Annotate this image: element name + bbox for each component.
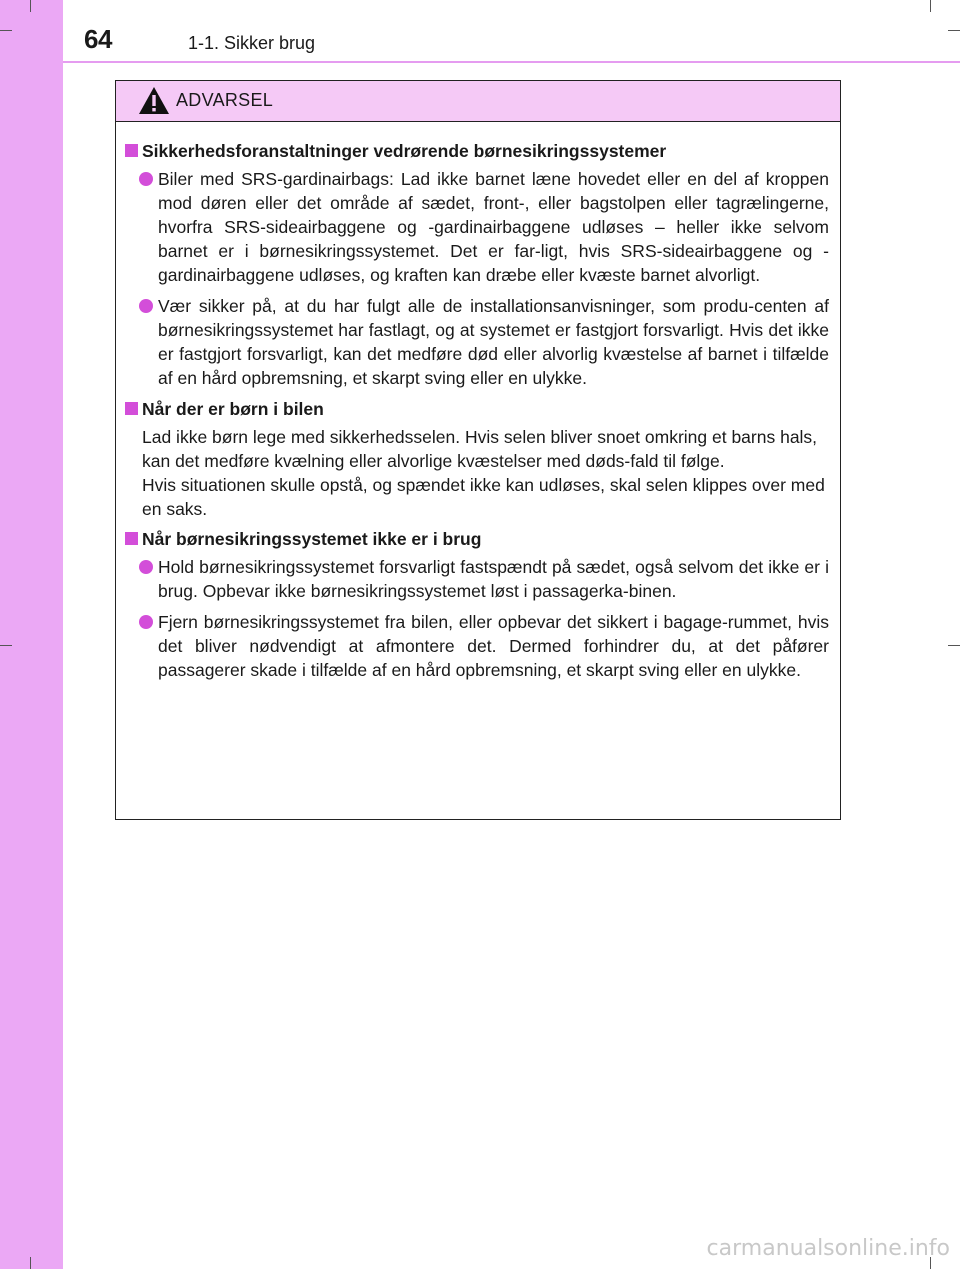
square-bullet-icon (125, 144, 138, 157)
page-number: 64 (84, 24, 112, 54)
crop-mark (948, 645, 960, 646)
bullet-item: Biler med SRS-gardinairbags: Lad ikke barnet læne hovedet eller en del af kroppen mod døren eller det område af sædet, front-, eller bagstolpen eller tagrælingerne, hvorfra SRS-sideairbaggene og -gardinairbaggene udløses – heller ikke selvom barnet er i børnesikringssystemet. Det er far-ligt, hvis SRS-sideairbaggene og -gardinairbaggene udløses, og kraften kan dræbe eller kvæste barnet alvorligt. (116, 167, 840, 287)
round-bullet-icon (139, 172, 153, 186)
watermark: carmanualsonline.info (706, 1236, 950, 1261)
paragraph: Hvis situationen skulle opstå, og spændet ikke kan udløses, skal selen klippes over med en saks. (142, 475, 825, 519)
warning-box (115, 80, 841, 820)
round-bullet-icon (139, 615, 153, 629)
warning-header (116, 81, 840, 122)
warning-content (116, 139, 840, 689)
round-bullet-icon (139, 560, 153, 574)
header-rule (63, 61, 960, 63)
warning-triangle-icon (138, 86, 170, 115)
section-heading: Når der er børn i bilen (116, 397, 840, 421)
bullet-item: Hold børnesikringssystemet forsvarligt fastspændt på sædet, også selvom det ikke er i brug. Opbevar ikke børnesikringssystemet løst i passagerka-binen. (116, 555, 840, 603)
crop-mark (930, 0, 931, 12)
section-heading: Når børnesikringssystemet ikke er i brug (116, 527, 840, 551)
crop-mark (30, 0, 31, 12)
paragraph: Lad ikke børn lege med sikkerhedsselen. Hvis selen bliver snoet omkring et barns hals, kan det medføre kvælning eller alvorlige kvæstelser med døds-fald til følge. (142, 427, 818, 471)
square-bullet-icon (125, 402, 138, 415)
crop-mark (0, 30, 12, 31)
warning-title: ADVARSEL (176, 90, 274, 110)
crop-mark (30, 1257, 31, 1269)
page-side-band (0, 0, 63, 1269)
square-bullet-icon (125, 532, 138, 545)
section-title: 1-1. Sikker brug (188, 33, 316, 53)
bullet-item: Fjern børnesikringssystemet fra bilen, eller opbevar det sikkert i bagage-rummet, hvis det bliver nødvendigt at afmontere det. Dermed forhindrer du, at det påfører passagerer skade i tilfælde af en hård opbremsning, et skarpt sving eller en ulykke. (116, 610, 840, 682)
section-heading: Sikkerhedsforanstaltninger vedrørende børnesikringssystemer (116, 139, 840, 163)
round-bullet-icon (139, 299, 153, 313)
crop-mark (948, 30, 960, 31)
crop-mark (0, 645, 12, 646)
bullet-item: Vær sikker på, at du har fulgt alle de installationsanvisninger, som produ-centen af børnesikringssystemet har fastlagt, og at systemet er fastgjort forsvarligt. Hvis det ikke er fastgjort forsvarligt, kan det medføre død eller alvorlig kvæstelse af barnet i tilfælde af en hård opbremsning, et skarpt sving eller en ulykke. (116, 294, 840, 390)
